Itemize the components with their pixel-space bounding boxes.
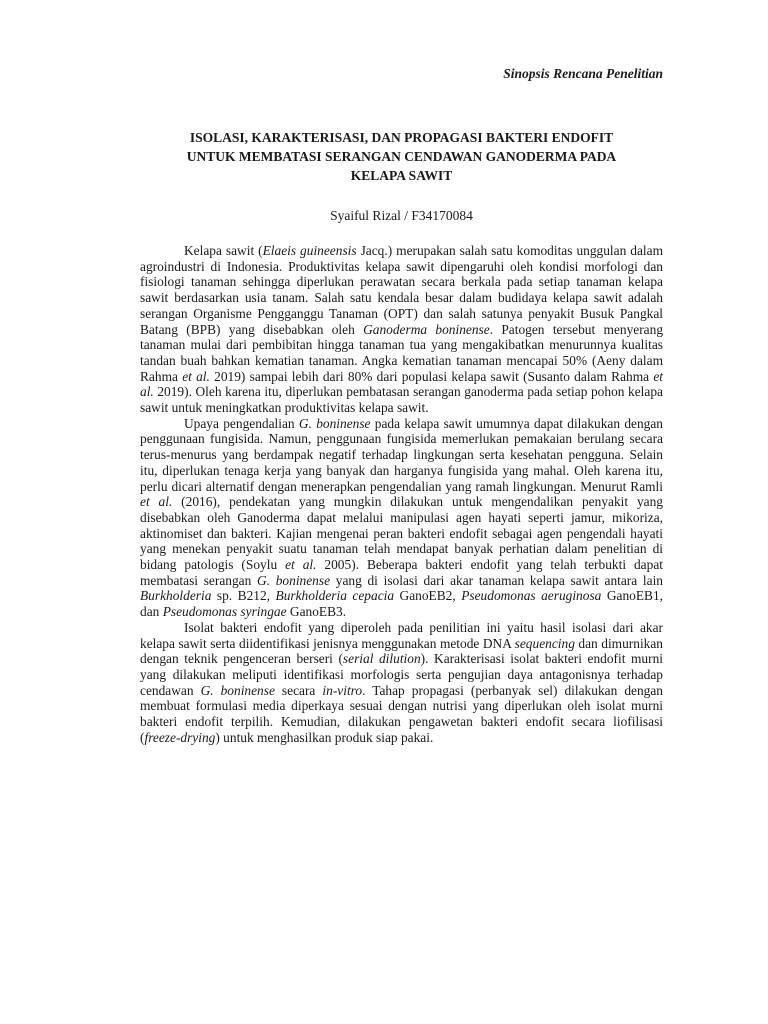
text-run: ) untuk menghasilkan produk siap pakai. (215, 729, 434, 745)
text-run: pada kelapa sawit umumnya dapat dilakukan dengan penggunaan fungisida. Namun, penggunaan fungisida memerlukan pemakaian berulang secara terus-menurus yang berdampak negatif terhadap lingkungan serta kesehatan pengguna. Selain itu, diperlukan tenaga kerja yang banyak dan harganya fungisida yang mahal. Oleh karena itu, perlu dicari alternatif dengan menerapkan pengendalian yang ramah lingkungan. Menurut Ramli (140, 415, 663, 494)
paragraph-1 (140, 243, 663, 416)
paragraph-2 (140, 416, 663, 620)
text-run: Kelapa sawit ( (184, 243, 263, 258)
text-run: Isolat bakteri endofit yang diperoleh pada penilitian ini yaitu hasil isolasi dari akar kelapa sawit serta diidentifikasi jenisnya menggunakan metode DNA (140, 619, 663, 651)
text-run: 2019) sampai lebih dari 80% dari populasi kelapa sawit (Susanto dalam Rahma (209, 368, 654, 384)
species-name: G. boninense (257, 572, 331, 588)
species-name: Pseudomonas syringae (162, 604, 287, 620)
document-title (140, 128, 663, 185)
text-run: yang di isolasi dari akar tanaman kelapa sawit antara lain (330, 572, 663, 588)
text-run: . Patogen tersebut menyerang tanaman mulai dari pembibitan hingga tanaman tua yang mengakibatkan menurunnya kualitas tandan buah bahkan kematian tanaman. Angka kematian tanaman mencapai 50% (Aeny dalam Rahma (140, 321, 664, 384)
text-run: (2016), pendekatan yang mungkin dilakukan untuk mengendalikan penyakit yang disebabkan oleh Ganoderma dapat melalui manipulasi agen hayati seperti jamur, mikoriza, aktinomiset dan bakteri. Kajian mengenai peran bakteri endofit sebagai agen pengendali hayati yang menekan penyakit suatu tanaman telah mendapat banyak perhatian dalam penelitian di bidang patologis (Soylu (140, 494, 663, 573)
italic-term: serial dilution (342, 651, 421, 667)
citation-etal: et al. (285, 557, 317, 573)
species-name: Elaeis guineensis (262, 243, 357, 258)
text-run: Jacq.) merupakan salah satu komoditas unggulan dalam agroindustri di Indonesia. Produktivitas kelapa sawit dipengaruhi oleh kondisi morfologi dan fisiologi tanaman sehingga diperlukan perawatan secara berkala pada setiap tanaman kelapa sawit berdasarkan usia tanam. Salah satu kendala besar dalam budidaya kelapa sawit adalah serangan Organisme Pengganggu Tanaman (OPT) dan salah satunya penyakit Busuk Pangkal Batang (BPB) yang disebabkan oleh (140, 243, 663, 337)
author-line: Syaiful Rizal / F34170084 (330, 208, 473, 223)
text-run: sp. B212, (211, 588, 276, 604)
text-run: GanoEB1, dan (140, 588, 664, 620)
title-line-2: UNTUK MEMBATASI SERANGAN CENDAWAN GANODERMA PADA (186, 149, 617, 164)
species-name: Burkholderia cepacia (275, 588, 395, 604)
title-line-1: ISOLASI, KARAKTERISASI, DAN PROPAGASI BAKTERI ENDOFIT (189, 130, 614, 145)
text-run: dan dimurnikan dengan teknik pengenceran berseri ( (140, 635, 663, 667)
italic-term: freeze-drying (144, 729, 216, 745)
title-line-3: KELAPA SAWIT (350, 168, 453, 183)
species-name: G. boninense (200, 682, 275, 698)
document-header: Sinopsis Rencana Penelitian (503, 66, 663, 81)
text-run: GanoEB2, (394, 588, 462, 604)
text-run: . Tahap propagasi (perbanyak sel) dilakukan dengan membuat formulasi media diperkaya sesuai dengan nutrisi yang diperlukan oleh isolat murni bakteri endofit terpilih. Kemudian, dilakukan pengawetan bakteri endofit secara liofilisasi ( (140, 682, 663, 745)
citation-etal: et al. (140, 494, 173, 510)
text-run: secara (274, 682, 323, 698)
paragraph-3 (140, 620, 663, 746)
text-run: Upaya pengendalian (184, 415, 299, 431)
citation-etal: et al. (182, 368, 210, 384)
text-run: GanoEB3. (286, 604, 347, 620)
species-name: Pseudomonas aeruginosa (461, 588, 602, 604)
text-run: 2019). Oleh karena itu, diperlukan pembatasan serangan ganoderma pada setiap pohon kelapa sawit untuk meningkatkan produktivitas kelapa sawit. (140, 384, 663, 416)
text-run: 2005). Beberapa bakteri endofit yang telah terbukti dapat membatasi serangan (140, 557, 663, 588)
species-name: G. boninense (298, 415, 371, 431)
text-run: ). Karakterisasi isolat bakteri endofit murni yang dilakukan meliputi identifikasi morfologis serta pengujian daya antagonisnya terhadap cendawan (140, 651, 664, 698)
species-name: Burkholderia (140, 588, 212, 604)
italic-term: sequencing (514, 635, 575, 651)
species-name: Ganoderma boninense (363, 321, 490, 337)
italic-term: in-vitro (322, 682, 363, 698)
citation-etal: et al. (140, 368, 664, 400)
